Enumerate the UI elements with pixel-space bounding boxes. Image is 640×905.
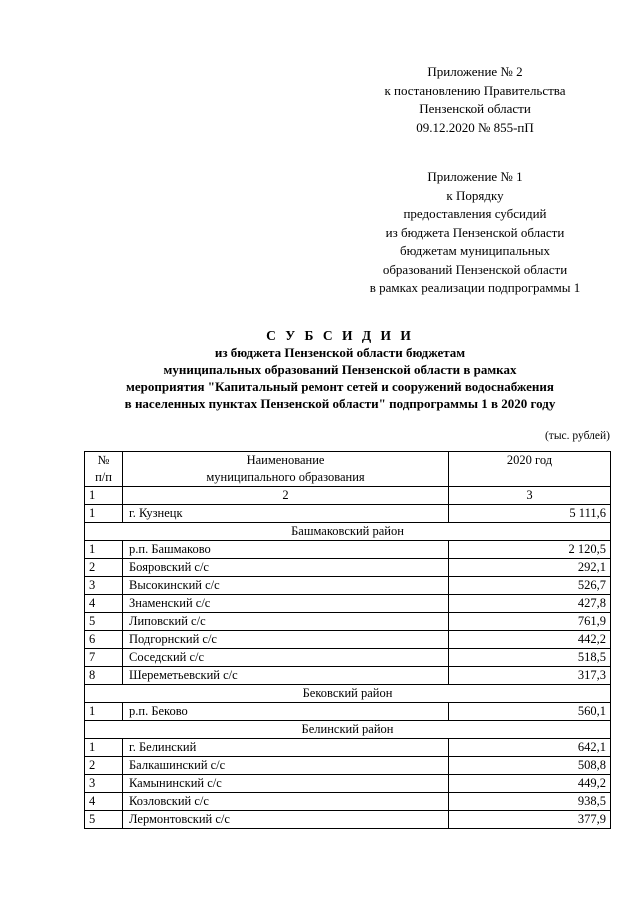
row-name: Козловский с/с [123, 793, 449, 811]
row-value: 518,5 [449, 649, 611, 667]
table-row [85, 757, 611, 775]
section-label: Белинский район [85, 721, 611, 739]
table-row [85, 595, 611, 613]
row-number: 5 [85, 613, 123, 631]
appendix-1-block [340, 168, 610, 298]
title-line: в населенных пунктах Пензенской области" подпрограммы 1 в 2020 году [124, 396, 556, 411]
appendix-1-line: бюджетам муниципальных [400, 243, 550, 258]
row-value: 5 111,6 [449, 505, 611, 523]
table-row [85, 541, 611, 559]
appendix-2-line: 09.12.2020 № 855-пП [416, 119, 534, 135]
row-value: 427,8 [449, 595, 611, 613]
row-number: 2 [85, 559, 123, 577]
row-number: 1 [85, 505, 123, 523]
row-name: Шереметьевский с/с [123, 667, 449, 685]
subsidies-table [84, 451, 611, 829]
header-name-line: Наименование [246, 453, 325, 467]
row-name: Подгорнский с/с [123, 631, 449, 649]
row-name: Высокинский с/с [123, 577, 449, 595]
units-label: (тыс. рублей) [544, 430, 610, 442]
appendix-2-block [340, 63, 610, 137]
row-number: 7 [85, 649, 123, 667]
column-number: 3 [449, 487, 611, 505]
row-name: р.п. Беково [123, 703, 449, 721]
row-value: 938,5 [449, 793, 611, 811]
appendix-1-line: из бюджета Пензенской области [385, 224, 565, 240]
table-row [85, 559, 611, 577]
section-row [85, 523, 611, 541]
section-label: Башмаковский район [85, 523, 611, 541]
table-row [85, 739, 611, 757]
table-row [85, 775, 611, 793]
table-row [85, 577, 611, 595]
header-name [123, 452, 449, 487]
row-number: 8 [85, 667, 123, 685]
column-number: 2 [123, 487, 449, 505]
row-number: 5 [85, 811, 123, 829]
appendix-1-line: к Порядку [446, 187, 504, 203]
appendix-1-line: предоставления субсидий [403, 206, 547, 221]
header-year [449, 452, 611, 487]
row-value: 449,2 [449, 775, 611, 793]
row-name: Липовский с/с [123, 613, 449, 631]
table-row [85, 667, 611, 685]
row-value: 508,8 [449, 757, 611, 775]
document-title [60, 327, 620, 412]
title-line: мероприятия "Капитальный ремонт сетей и сооружений водоснабжения [126, 379, 554, 394]
column-numbers-row [85, 487, 611, 505]
appendix-1-line: в рамках реализации подпрограммы 1 [369, 280, 581, 295]
title-line: из бюджета Пензенской области бюджетам [214, 345, 466, 360]
table-row [85, 703, 611, 721]
table-row [85, 613, 611, 631]
row-value: 442,2 [449, 631, 611, 649]
header-number-line: № [97, 453, 110, 467]
row-value: 642,1 [449, 739, 611, 757]
appendix-2-line: к постановлению Правительства [384, 82, 566, 98]
table-row [85, 505, 611, 523]
row-name: г. Кузнецк [123, 505, 449, 523]
table-row [85, 631, 611, 649]
row-value: 292,1 [449, 559, 611, 577]
row-number: 1 [85, 739, 123, 757]
column-number: 1 [85, 487, 123, 505]
header-name-line: муниципального образования [206, 470, 365, 484]
row-name: Соседский с/с [123, 649, 449, 667]
row-name: р.п. Башмаково [123, 541, 449, 559]
header-number-line: п/п [95, 470, 112, 484]
row-value: 2 120,5 [449, 541, 611, 559]
section-row [85, 685, 611, 703]
row-name: Знаменский с/с [123, 595, 449, 613]
row-value: 377,9 [449, 811, 611, 829]
header-year-label: 2020 год [506, 453, 553, 467]
row-number: 6 [85, 631, 123, 649]
section-label: Бековский район [85, 685, 611, 703]
table-row [85, 793, 611, 811]
row-number: 3 [85, 577, 123, 595]
appendix-2-line: Приложение № 2 [427, 64, 523, 79]
appendix-1-line: образований Пензенской области [382, 261, 568, 277]
table-row [85, 649, 611, 667]
row-name: Лермонтовский с/с [123, 811, 449, 829]
row-value: 560,1 [449, 703, 611, 721]
section-row [85, 721, 611, 739]
title-heading: С У Б С И Д И И [266, 328, 414, 343]
title-line: муниципальных образований Пензенской области в рамках [163, 362, 517, 377]
row-value: 761,9 [449, 613, 611, 631]
table-body [85, 505, 611, 829]
row-value: 317,3 [449, 667, 611, 685]
row-name: г. Белинский [123, 739, 449, 757]
row-name: Балкашинский с/с [123, 757, 449, 775]
appendix-1-line: Приложение № 1 [427, 169, 523, 184]
header-number [85, 452, 123, 487]
row-name: Камынинский с/с [123, 775, 449, 793]
table-row [85, 811, 611, 829]
row-name: Бояровский с/с [123, 559, 449, 577]
row-number: 1 [85, 541, 123, 559]
table-header-row [85, 452, 611, 487]
row-number: 4 [85, 793, 123, 811]
row-number: 2 [85, 757, 123, 775]
row-number: 4 [85, 595, 123, 613]
row-number: 3 [85, 775, 123, 793]
row-number: 1 [85, 703, 123, 721]
row-value: 526,7 [449, 577, 611, 595]
appendix-2-line: Пензенской области [419, 101, 531, 116]
